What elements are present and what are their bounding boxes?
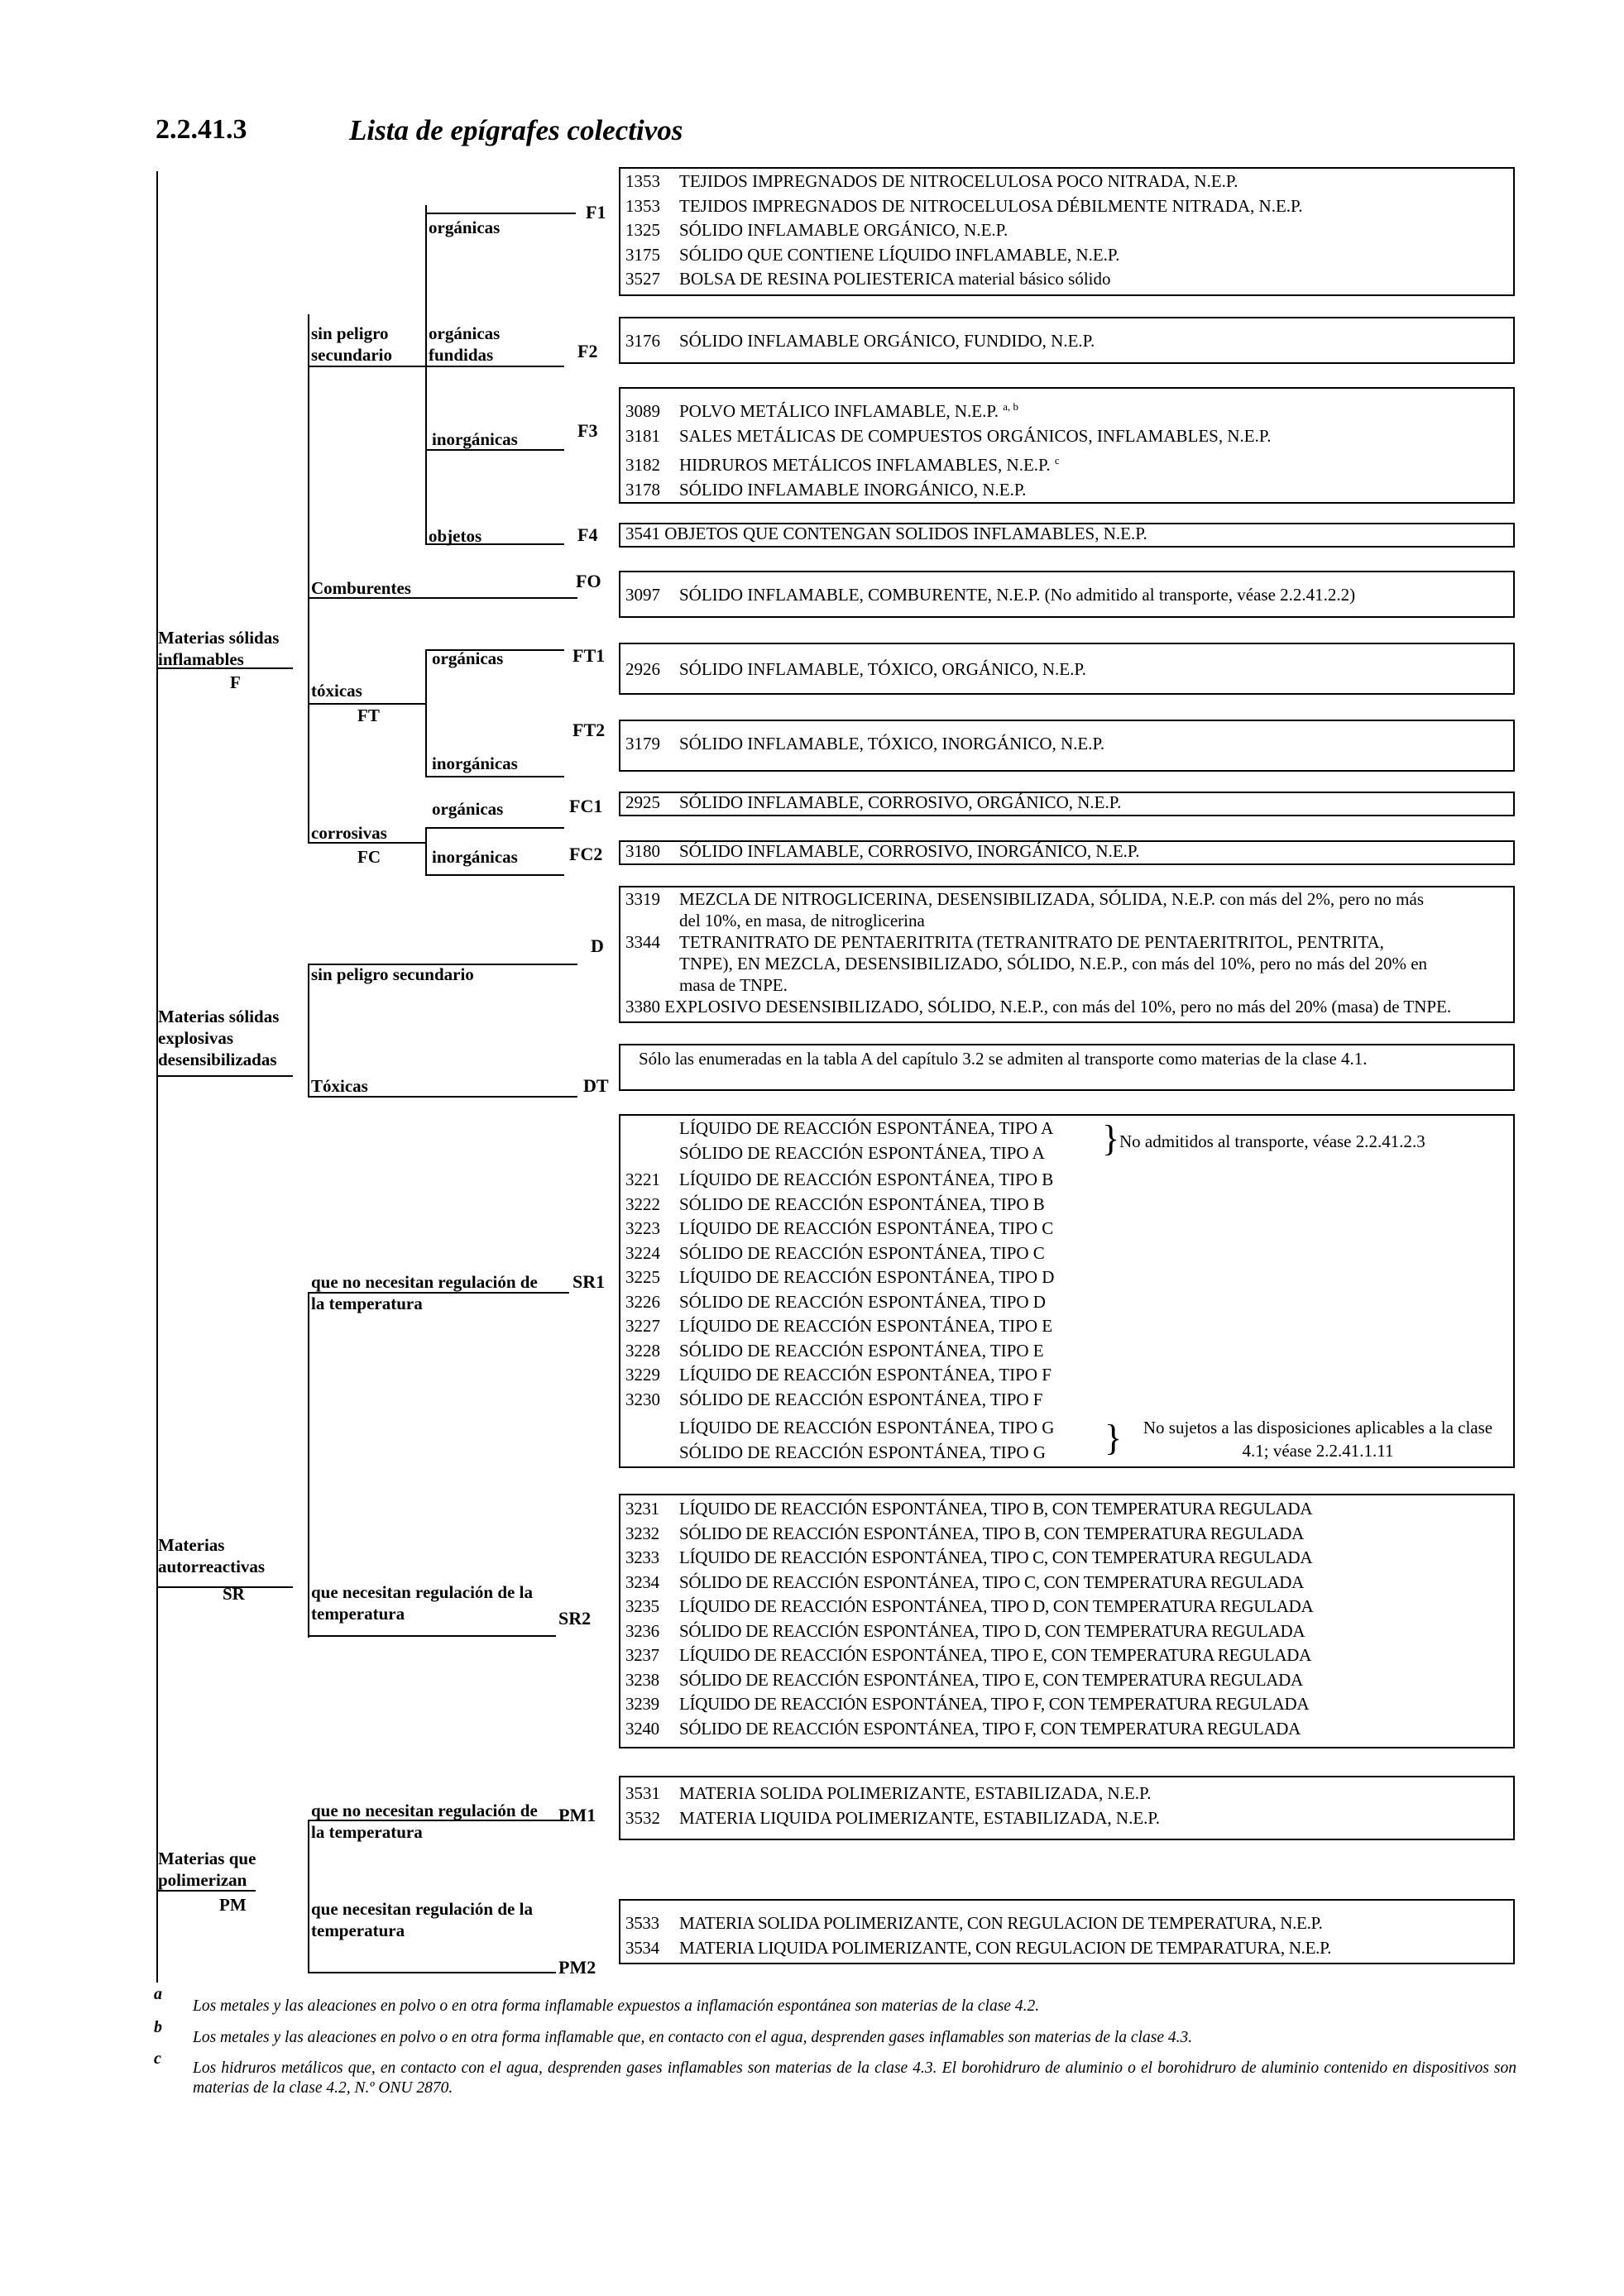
sin-peligro-underline xyxy=(308,366,425,367)
label-organicas-fundidas: orgánicas fundidas xyxy=(429,323,501,365)
label-sr2: que necesitan regulación de la temperatura xyxy=(311,1582,533,1624)
list-item: 3179 SÓLIDO INFLAMABLE, TÓXICO, INORGÁNICO, N.E.P. xyxy=(625,734,1105,753)
list-item: 2926 SÓLIDO INFLAMABLE, TÓXICO, ORGÁNICO, N.E.P. xyxy=(625,659,1086,679)
group-f-label: Materias sólidas inflamables xyxy=(158,628,280,669)
list-item: 3230 SÓLIDO DE REACCIÓN ESPONTÁNEA, TIPO F xyxy=(625,1389,1043,1409)
footnote-b: Los metales y las aleaciones en polvo o en otra forma inflamable que, en contacto con el agua, desprenden gases inflamables son materias de la clase 4.3. xyxy=(193,2029,1193,2046)
list-item: 3240 SÓLIDO DE REACCIÓN ESPONTÁNEA, TIPO F, CON TEMPERATURA REGULADA xyxy=(625,1718,1301,1739)
list-item: 3228 SÓLIDO DE REACCIÓN ESPONTÁNEA, TIPO E xyxy=(625,1340,1044,1361)
label-inorganicas-fc2: inorgánicas xyxy=(432,847,518,867)
d-branch-line xyxy=(308,964,309,1098)
code-sr1: SR1 xyxy=(572,1271,606,1292)
label-corrosivas: corrosivas xyxy=(311,823,387,843)
code-f3: F3 xyxy=(577,420,598,441)
fc1-line xyxy=(425,827,564,829)
code-sr2: SR2 xyxy=(558,1608,592,1629)
code-ft2: FT2 xyxy=(572,720,606,740)
footnote-mark-c: c xyxy=(154,2050,161,2068)
list-item: 2925 SÓLIDO INFLAMABLE, CORROSIVO, ORGÁNICO, N.E.P. xyxy=(625,792,1122,812)
f1-list xyxy=(625,170,1303,292)
list-item: 3089 POLVO METÁLICO INFLAMABLE, N.E.P. $^{a, b}$ xyxy=(625,400,1019,421)
footnote-c: Los hidruros metálicos que, en contacto con el agua, desprenden gases inflamables son materias de la clase 4.3. El borohidruro de aluminio o el borohidruro de aluminio contenido en dispositivos son materias de la clase 4.2, N.º ONU 2870. xyxy=(193,2059,1516,2097)
group-pm-code: PM xyxy=(219,1895,247,1915)
list-item: 3225 LÍQUIDO DE REACCIÓN ESPONTÁNEA, TIPO D xyxy=(625,1267,1055,1287)
footnote-mark-b: b xyxy=(154,2018,162,2036)
d-list: 3319 MEZCLA DE NITROGLICERINA, DESENSIBILIZADA, SÓLIDA, N.E.P. con más del 2%, pero no más del 10%, en masa, de nitroglicerina 3344 TETRANITRATO DE PENTAERITRITA (TETRANITRATO DE PENTAERITRITOL, PENTRITA, TNPE), EN MEZCLA, DESENSIBILIZADO, SÓLIDO, N.E.P., con más del 10%, pero no más del 20% en masa de TNPE. 3380 EXPLOSIVO DESENSIBILIZADO, SÓLIDO, N.E.P., con más del 10%, pero no más del 20% (masa) de TNPE. xyxy=(625,889,1452,1016)
label-pm2: que necesitan regulación de la temperatura xyxy=(311,1899,533,1940)
f-sp-branch-line xyxy=(425,205,427,544)
section-number: 2.2.41.3 xyxy=(156,114,247,145)
sr1-list xyxy=(625,1168,1054,1412)
code-pm2: PM2 xyxy=(558,1957,596,1978)
list-item: 3239 LÍQUIDO DE REACCIÓN ESPONTÁNEA, TIPO F, CON TEMPERATURA REGULADA xyxy=(625,1694,1310,1714)
list-item: 3532 MATERIA LIQUIDA POLIMERIZANTE, ESTABILIZADA, N.E.P. xyxy=(625,1807,1161,1828)
code-f1: F1 xyxy=(586,202,606,222)
list-item: 3231 LÍQUIDO DE REACCIÓN ESPONTÁNEA, TIPO B, CON TEMPERATURA REGULADA xyxy=(625,1499,1313,1519)
list-item: 3222 SÓLIDO DE REACCIÓN ESPONTÁNEA, TIPO B xyxy=(625,1193,1045,1214)
list-item: 3236 SÓLIDO DE REACCIÓN ESPONTÁNEA, TIPO D, CON TEMPERATURA REGULADA xyxy=(625,1620,1305,1641)
list-item: 3226 SÓLIDO DE REACCIÓN ESPONTÁNEA, TIPO D xyxy=(625,1291,1046,1312)
section-title: Lista de epígrafes colectivos xyxy=(349,114,683,146)
group-sr-code: SR xyxy=(223,1584,245,1604)
label-inorganicas-f3: inorgánicas xyxy=(432,429,518,449)
list-item: 3238 SÓLIDO DE REACCIÓN ESPONTÁNEA, TIPO E, CON TEMPERATURA REGULADA xyxy=(625,1669,1303,1690)
label-inorganicas-ft2: inorgánicas xyxy=(432,753,518,773)
ft-branch-line xyxy=(425,649,427,777)
list-item: 1353 TEJIDOS IMPREGNADOS DE NITROCELULOSA POCO NITRADA, N.E.P. xyxy=(625,171,1238,191)
group-sr-label: Materias autorreactivas xyxy=(158,1535,266,1576)
list-item: 3533 MATERIA SOLIDA POLIMERIZANTE, CON REGULACION DE TEMPERATURA, N.E.P. xyxy=(625,1913,1323,1933)
list-item: 3180 SÓLIDO INFLAMABLE, CORROSIVO, INORGÁNICO, N.E.P. xyxy=(625,841,1140,861)
list-item: 3223 LÍQUIDO DE REACCIÓN ESPONTÁNEA, TIPO C xyxy=(625,1218,1054,1238)
list-item: 3531 MATERIA SOLIDA POLIMERIZANTE, ESTABILIZADA, N.E.P. xyxy=(625,1783,1152,1803)
sr2-list xyxy=(625,1497,1313,1741)
pm-branch-line xyxy=(308,1820,309,1973)
list-item: 3097 SÓLIDO INFLAMABLE, COMBURENTE, N.E.P. (No admitido al transporte, véase 2.2.41.2.2) xyxy=(625,585,1356,605)
list-item: 3235 LÍQUIDO DE REACCIÓN ESPONTÁNEA, TIPO D, CON TEMPERATURA REGULADA xyxy=(625,1596,1314,1616)
label-comburentes: Comburentes xyxy=(311,578,411,598)
list-item: 1325 SÓLIDO INFLAMABLE ORGÁNICO, N.E.P. xyxy=(625,220,1008,240)
sr1-bottom: LÍQUIDO DE REACCIÓN ESPONTÁNEA, TIPO G SÓLIDO DE REACCIÓN ESPONTÁNEA, TIPO G xyxy=(679,1418,1055,1462)
list-item: 3182 HIDRUROS METÁLICOS INFLAMABLES, N.E.P. $^c$ xyxy=(625,454,1060,475)
list-item: 3175 SÓLIDO QUE CONTIENE LÍQUIDO INFLAMABLE, N.E.P. xyxy=(625,244,1120,265)
group-pm-label: Materias que polimerizan xyxy=(158,1849,256,1890)
group-f-code: F xyxy=(230,672,241,692)
f-branch-line xyxy=(308,314,309,844)
sr1-note-top: No admitidos al transporte, véase 2.2.41.2.3 xyxy=(1119,1131,1425,1151)
code-fc1: FC1 xyxy=(569,796,603,816)
fc-branch-line xyxy=(425,827,427,875)
list-item: 3234 SÓLIDO DE REACCIÓN ESPONTÁNEA, TIPO C, CON TEMPERATURA REGULADA xyxy=(625,1571,1305,1592)
trunk-line xyxy=(156,171,158,1983)
code-fo: FO xyxy=(576,571,601,591)
f2-line xyxy=(425,366,564,367)
label-organicas-f1: orgánicas xyxy=(429,218,501,237)
footnote-mark-a: a xyxy=(154,1985,162,2003)
sr2-line xyxy=(308,1635,556,1637)
label-organicas-ft1: orgánicas xyxy=(432,648,504,668)
code-f4: F4 xyxy=(577,524,598,545)
ft2-line xyxy=(425,776,564,777)
label-toxicas: tóxicas xyxy=(311,681,362,701)
list-item: 3237 LÍQUIDO DE REACCIÓN ESPONTÁNEA, TIPO E, CON TEMPERATURA REGULADA xyxy=(625,1645,1312,1665)
list-item: 1353 TEJIDOS IMPREGNADOS DE NITROCELULOSA DÉBILMENTE NITRADA, N.E.P. xyxy=(625,195,1303,216)
footnote-a: Los metales y las aleaciones en polvo o en otra forma inflamable expuestos a inflamación espontánea son materias de la clase 4.2. xyxy=(193,1997,1040,2015)
label-toxicas-code: FT xyxy=(357,706,380,725)
list-item: 3181 SALES METÁLICAS DE COMPUESTOS ORGÁNICOS, INFLAMABLES, N.E.P. xyxy=(625,425,1272,446)
code-fc2: FC2 xyxy=(569,844,603,864)
list-item: 3221 LÍQUIDO DE REACCIÓN ESPONTÁNEA, TIPO B xyxy=(625,1170,1054,1189)
label-corrosivas-code: FC xyxy=(357,847,381,867)
list-item: 3232 SÓLIDO DE REACCIÓN ESPONTÁNEA, TIPO B, CON TEMPERATURA REGULADA xyxy=(625,1523,1305,1543)
group-d-label: Materias sólidas explosivas desensibilizadas xyxy=(158,1007,280,1069)
code-ft1: FT1 xyxy=(572,645,606,666)
code-pm1: PM1 xyxy=(558,1805,596,1825)
pm2-list xyxy=(625,1911,1331,1960)
dt-text: Sólo las enumeradas en la tabla A del capítulo 3.2 se admiten al transporte como materias de la clase 4.1. xyxy=(639,1049,1368,1069)
code-d: D xyxy=(591,935,604,956)
code-f2: F2 xyxy=(577,341,598,361)
label-organicas-fc1: orgánicas xyxy=(432,799,504,819)
brace-bottom: } xyxy=(1104,1418,1123,1458)
f3-list xyxy=(625,395,1271,502)
list-item: 3176 SÓLIDO INFLAMABLE ORGÁNICO, FUNDIDO, N.E.P. xyxy=(625,331,1095,351)
sr1-top: LÍQUIDO DE REACCIÓN ESPONTÁNEA, TIPO A SÓLIDO DE REACCIÓN ESPONTÁNEA, TIPO A xyxy=(679,1118,1054,1163)
label-sin-peligro: sin peligro secundario xyxy=(311,323,393,365)
list-item: 3527 BOLSA DE RESINA POLIESTERICA material básico sólido xyxy=(625,269,1111,289)
fc2-line xyxy=(425,874,564,876)
list-item: 3224 SÓLIDO DE REACCIÓN ESPONTÁNEA, TIPO C xyxy=(625,1242,1045,1263)
brace-top: } xyxy=(1102,1118,1120,1159)
list-item: 3233 LÍQUIDO DE REACCIÓN ESPONTÁNEA, TIPO C, CON TEMPERATURA REGULADA xyxy=(625,1547,1313,1567)
list-item: 3534 MATERIA LIQUIDA POLIMERIZANTE, CON REGULACION DE TEMPARATURA, N.E.P. xyxy=(625,1937,1332,1958)
list-item: 3227 LÍQUIDO DE REACCIÓN ESPONTÁNEA, TIPO E xyxy=(625,1316,1053,1336)
code-dt: DT xyxy=(583,1075,609,1096)
label-toxicas-dt: Tóxicas xyxy=(311,1076,368,1096)
label-objetos: objetos xyxy=(429,526,482,546)
pm2-line xyxy=(308,1972,556,1973)
f1-line xyxy=(425,213,576,214)
label-sr1: que no necesitan regulación de la temperatura xyxy=(311,1272,538,1313)
label-sin-peligro-secundario: sin peligro secundario xyxy=(311,964,474,984)
list-item: 3178 SÓLIDO INFLAMABLE INORGÁNICO, N.E.P. xyxy=(625,479,1027,500)
label-pm1: que no necesitan regulación de la temperatura xyxy=(311,1801,538,1842)
sr-branch-line xyxy=(308,1292,309,1638)
list-item: 3541 OBJETOS QUE CONTENGAN SOLIDOS INFLAMABLES, N.E.P. xyxy=(625,524,1147,543)
sr1-note-bottom: No sujetos a las disposiciones aplicables a la clase 4.1; véase 2.2.41.1.11 xyxy=(1143,1418,1493,1461)
pm1-list xyxy=(625,1782,1160,1830)
list-item: 3229 LÍQUIDO DE REACCIÓN ESPONTÁNEA, TIPO F xyxy=(625,1365,1052,1385)
group-d-underline xyxy=(156,1075,293,1077)
